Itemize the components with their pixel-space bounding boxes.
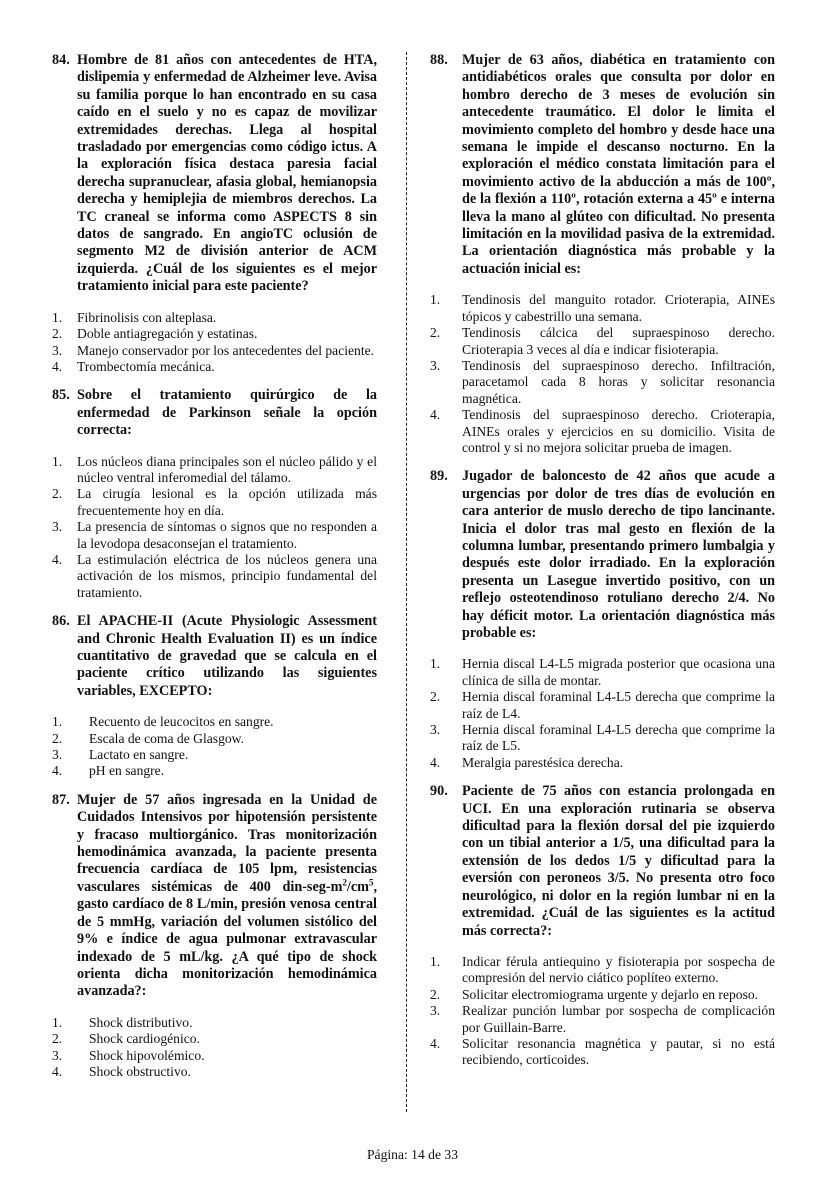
- answer-option[interactable]: [430, 1003, 775, 1036]
- option-number: 4.: [430, 1035, 441, 1051]
- question-number: 89.: [430, 468, 448, 485]
- option-number: 3.: [430, 357, 441, 373]
- option-number: 1.: [52, 309, 63, 325]
- answer-option[interactable]: [52, 552, 377, 601]
- option-text: Recuento de leucocitos en sangre.: [89, 714, 274, 730]
- answer-option[interactable]: [430, 358, 775, 407]
- option-number: 1.: [52, 1014, 63, 1030]
- left-column: [52, 52, 377, 1092]
- answer-option[interactable]: [430, 407, 775, 456]
- superscript: 5: [368, 877, 374, 888]
- option-text: Lactato en sangre.: [89, 747, 189, 763]
- option-text: Los núcleos diana principales son el núcleo pálido y el núcleo ventral inferomedial del tálamo.: [77, 453, 377, 485]
- option-text: Tendinosis del supraespinoso derecho. Infiltración, paracetamol cada 8 horas y solicitar resonancia magnética.: [462, 357, 775, 406]
- option-number: 3.: [52, 747, 63, 763]
- page-footer: Página: 14 de 33: [367, 1147, 458, 1162]
- option-text: Hernia discal foraminal L4-L5 derecha que comprime la raíz de L5.: [462, 722, 775, 754]
- answer-option[interactable]: [52, 343, 377, 359]
- option-number: 1.: [52, 714, 63, 730]
- question-stem: Sobre el tratamiento quirúrgico de la enfermedad de Parkinson señale la opción correcta:: [77, 387, 377, 439]
- superscript: 2: [342, 877, 347, 888]
- option-text: La estimulación eléctrica de los núcleos genera una activación de los mismos, principio fundamental del tratamiento.: [77, 551, 377, 600]
- option-text: Solicitar electromiograma urgente y dejarlo en reposo.: [462, 986, 759, 1002]
- option-number: 4.: [52, 1063, 63, 1079]
- option-number: 3.: [52, 342, 63, 358]
- option-number: 2.: [52, 1031, 63, 1047]
- question-number: 87.: [52, 791, 70, 808]
- option-text: Hernia discal L4-L5 migrada posterior que ocasiona una clínica de silla de montar.: [462, 656, 775, 688]
- answer-option[interactable]: [430, 722, 775, 755]
- option-text: Tendinosis cálcica del supraespinoso derecho. Crioterapia 3 veces al día e indicar fisioterapia.: [462, 325, 775, 357]
- answer-option[interactable]: [52, 310, 377, 326]
- answer-options: [52, 1015, 377, 1081]
- question-number: 90.: [430, 783, 448, 800]
- question-number: 86.: [52, 613, 70, 630]
- option-number: 2.: [430, 689, 441, 705]
- option-text: pH en sangre.: [89, 763, 165, 779]
- answer-option[interactable]: [52, 1064, 377, 1080]
- option-text: Shock hipovolémico.: [89, 1047, 205, 1063]
- option-number: 1.: [52, 453, 63, 469]
- option-number: 2.: [52, 326, 63, 342]
- answer-option[interactable]: [430, 755, 775, 771]
- question-84: [52, 52, 377, 375]
- answer-option[interactable]: [52, 1031, 377, 1047]
- option-text: Tendinosis del manguito rotador. Crioterapia, AINEs tópicos y cabestrillo una semana.: [462, 292, 775, 324]
- question-88: [430, 52, 775, 456]
- option-text: Meralgia parestésica derecha.: [462, 754, 624, 770]
- option-text: Solicitar resonancia magnética y pautar, si no está recibiendo, corticoides.: [462, 1035, 775, 1068]
- answer-option[interactable]: [52, 519, 377, 552]
- answer-option[interactable]: [430, 1036, 775, 1069]
- option-text: Shock distributivo.: [89, 1014, 193, 1030]
- option-text: La presencia de síntomas o signos que no responden a la levodopa desaconsejan el tratamiento.: [77, 519, 377, 551]
- option-number: 1.: [430, 656, 441, 672]
- option-number: 2.: [430, 986, 441, 1002]
- answer-option[interactable]: [430, 292, 775, 325]
- option-text: Shock cardiogénico.: [89, 1031, 200, 1047]
- answer-option[interactable]: [52, 454, 377, 487]
- option-number: 4.: [52, 763, 63, 779]
- option-number: 3.: [52, 519, 63, 535]
- question-stem: Jugador de baloncesto de 42 años que acude a urgencias por dolor de tres días de evolución en cara anterior de muslo derecho de tipo lancinante. Inicia el dolor tras mal gesto en flexión de la columna lumbar, presentando primero lumbalgia y después este dolor irradiado. En la exploración presenta un Lasegue invertido positivo, con un reflejo osteotendinoso rotuliano derecho 2/4. No hay déficit motor. La orientación diagnóstica más probable es:: [462, 468, 775, 641]
- question-stem: Paciente de 75 años con estancia prolongada en UCI. En una exploración rutinaria se observa dificultad para la flexión dorsal del pie izquierdo con un tibial anterior a 1/5, una dificultad para la extensión de los dedos 1/5 y dificultad para la eversión con peroneos 3/5. No presenta otro foco neurológico, ni dolor en la región lumbar ni en la extremidad. ¿Cuál de las siguientes es la actitud más correcta?:: [462, 783, 775, 939]
- question-number: 88.: [430, 52, 448, 68]
- answer-option[interactable]: [430, 954, 775, 987]
- question-90: [430, 783, 775, 1069]
- option-text: Escala de coma de Glasgow.: [89, 730, 245, 746]
- option-number: 3.: [430, 722, 441, 738]
- answer-option[interactable]: [430, 689, 775, 722]
- option-text: Doble antiagregación y estatinas.: [77, 326, 258, 342]
- answer-option[interactable]: [430, 656, 775, 689]
- stem-text: /cm: [346, 878, 369, 895]
- answer-option[interactable]: [430, 987, 775, 1003]
- option-number: 3.: [52, 1047, 63, 1063]
- column-divider: [406, 52, 407, 1112]
- question-85: [52, 387, 377, 601]
- answer-options: [52, 454, 377, 602]
- option-number: 1.: [430, 292, 441, 308]
- option-number: 4.: [52, 551, 63, 567]
- question-stem: Hombre de 81 años con antecedentes de HTA, dislipemia y enfermedad de Alzheimer leve. Avisa su familia porque lo han encontrado en su casa caído en el suelo y no es capaz de movilizar extremidades derechas. Llega al hospital trasladado por emergencias como código ictus. A la exploración física destaca paresia facial derecha supranuclear, afasia global, hemianopsia derecha y hemiplejia de miembros derechos. La TC craneal se informa como ASPECTS 8 sin datos de sangrado. En angioTC oclusión de segmento M2 de división anterior de ACM izquierda. ¿Cuál de los siguientes es el mejor tratamiento inicial para este paciente?: [77, 52, 377, 295]
- question-86: [52, 613, 377, 780]
- option-number: 4.: [430, 754, 441, 770]
- answer-option[interactable]: [52, 747, 377, 763]
- right-column: [430, 52, 775, 1081]
- option-number: 3.: [430, 1003, 441, 1019]
- option-text: Manejo conservador por los antecedentes del paciente.: [77, 342, 375, 358]
- answer-options: [430, 292, 775, 456]
- option-text: Tendinosis del supraespinoso derecho. Crioterapia, AINEs orales y ejercicios en su domicilio. Visita de control y si no mejora solicitar prueba de imagen.: [462, 407, 775, 455]
- question-89: [430, 468, 775, 771]
- answer-option[interactable]: [52, 359, 377, 375]
- question-number: 84.: [52, 52, 70, 68]
- option-number: 2.: [52, 486, 63, 502]
- option-text: Hernia discal foraminal L4-L5 derecha que comprime la raíz de L4.: [462, 689, 775, 721]
- option-text: Indicar férula antiequino y fisioterapia por sospecha de compresión del nervio ciático poplíteo externo.: [462, 953, 775, 986]
- option-text: Realizar punción lumbar por sospecha de complicación por Guillain-Barre.: [462, 1003, 775, 1035]
- answer-option[interactable]: [52, 326, 377, 342]
- answer-options: [430, 656, 775, 771]
- answer-options: [52, 714, 377, 780]
- option-text: Trombectomía mecánica.: [77, 358, 215, 374]
- question-stem: [77, 792, 377, 1001]
- answer-options: [430, 954, 775, 1069]
- answer-option[interactable]: [52, 714, 377, 730]
- option-number: 2.: [430, 325, 441, 341]
- answer-option[interactable]: [52, 1048, 377, 1064]
- option-text: Fibrinolisis con alteplasa.: [77, 309, 217, 325]
- question-stem: Mujer de 63 años, diabética en tratamiento con antidiabéticos orales que consulta por dolor en hombro derecho de 3 meses de evolución sin antecedente traumático. El dolor le limita el movimiento completo del hombro y desde hace una semana le impide el descanso nocturno. En la exploración el médico constata limitación para el movimiento activo de la abducción a más de 100º, de la flexión a 110º, rotación externa a 45º e interna lleva la mano al glúteo con dificultad. No presenta limitación en la movilidad pasiva de la extremidad. La orientación diagnóstica más probable y la actuación inicial es:: [462, 52, 775, 277]
- question-87: [52, 792, 377, 1081]
- stem-text: Mujer de 57 años ingresada en la Unidad de Cuidados Intensivos por hipotensión persistente y fracaso multiorgánico. Tras monitorización hemodinámica avanzada, la paciente presenta frecuencia cardíaca de 105 lpm, resistencias vasculares sistémicas de 400 din-seg-m: [77, 791, 377, 895]
- answer-options: [52, 310, 377, 376]
- answer-option[interactable]: [430, 325, 775, 358]
- option-number: 1.: [430, 953, 441, 969]
- answer-option[interactable]: [52, 486, 377, 519]
- option-number: 2.: [52, 730, 63, 746]
- answer-option[interactable]: [52, 763, 377, 779]
- option-number: 4.: [430, 407, 441, 423]
- answer-option[interactable]: [52, 731, 377, 747]
- option-number: 4.: [52, 358, 63, 374]
- answer-option[interactable]: [52, 1015, 377, 1031]
- option-text: Shock obstructivo.: [89, 1063, 191, 1079]
- option-text: La cirugía lesional es la opción utilizada más frecuentemente hoy en día.: [77, 486, 377, 518]
- question-number: 85.: [52, 387, 70, 404]
- stem-text: , gasto cardíaco de 8 L/min, presión venosa central de 5 mmHg, variación del volumen sistólico del 9% e índice de agua pulmonar extravascular indexado de 5 mL/kg. ¿A qué tipo de shock orienta dicha monitorización hemodinámica avanzada?:: [77, 878, 377, 1000]
- question-stem: El APACHE-II (Acute Physiologic Assessment and Chronic Health Evaluation II) es un índice cuantitativo de gravedad que se calcula en el paciente crítico utilizando las siguientes variables, EXCEPTO:: [77, 613, 377, 699]
